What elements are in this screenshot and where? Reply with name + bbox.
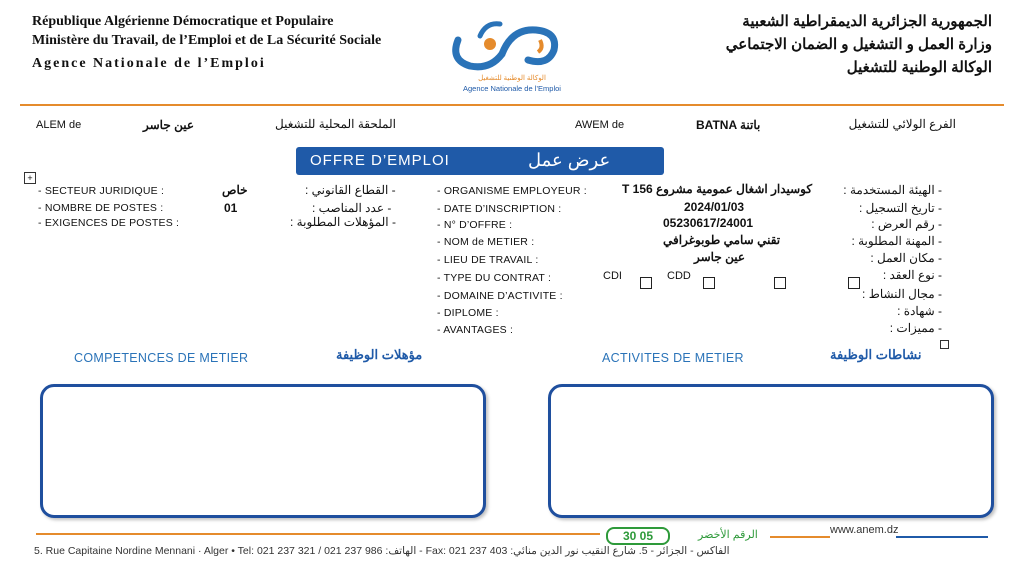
footer-address: 5. Rue Capitaine Nordine Mennani · Alger • Tel: 021 237 321 / 021 237 986 :الهاتف - Fax: 021 237 403 :الفاكس - الجزائر - 5. شارع النقيب نور الدين منائي: [34, 545, 730, 557]
field-offre-ar: - رقم العرض :: [871, 217, 942, 231]
field-secteur-label: - SECTEUR JURIDIQUE :: [38, 185, 165, 197]
contract-other2-checkbox[interactable]: [848, 277, 860, 289]
field-date-value: 2024/01/03: [684, 200, 745, 214]
field-date-label: - DATE D’INSCRIPTION :: [437, 203, 562, 215]
field-postes-value: 01: [224, 201, 238, 215]
field-organisme-value: كوسيدار اشغال عمومية مشروع T 156: [622, 182, 813, 196]
field-lieu-value: عين جاسر: [694, 250, 745, 264]
alem-label: ALEM de: [36, 119, 82, 131]
field-diplome-label: - DIPLOME :: [437, 307, 499, 319]
header-fr-line1: République Algérienne Démocratique et Populaire: [32, 14, 334, 29]
offer-title-ar: عرض عمل: [528, 150, 611, 170]
competences-title-ar: مؤهلات الوظيفة: [336, 347, 423, 362]
field-exigences-label: - EXIGENCES DE POSTES :: [38, 217, 180, 229]
anem-logo: [440, 10, 584, 100]
field-avantages-ar: - مميزات :: [889, 321, 942, 335]
expand-icon[interactable]: +: [24, 172, 36, 184]
field-organisme-ar: - الهيئة المستخدمة :: [843, 183, 942, 197]
logo-fr-text: Agence Nationale de l’Emploi: [463, 84, 561, 93]
header-fr-line2: Ministère du Travail, de l’Emploi et de La Sécurité Sociale: [32, 33, 382, 48]
field-avantages-label: - AVANTAGES :: [437, 324, 514, 336]
small-square-marker: [940, 340, 949, 349]
header-divider: [20, 104, 1004, 106]
field-offre-value: 05230617/24001: [663, 216, 754, 230]
logo-ar-text: الوكالة الوطنية للتشغيل: [478, 75, 546, 82]
field-secteur-value: خاص: [222, 183, 248, 197]
field-date-ar: - تاريخ التسجيل :: [859, 201, 942, 215]
footer-blue-line: [896, 536, 988, 538]
awem-ar-label: الفرع الولائي للتشغيل: [848, 117, 956, 131]
offer-title-fr: OFFRE D’EMPLOI: [310, 152, 450, 169]
website-link[interactable]: www.anem.dz: [830, 524, 899, 536]
awem-label: AWEM de: [575, 119, 625, 131]
field-contrat-label: - TYPE DU CONTRAT :: [437, 272, 552, 284]
footer-orange-line: [36, 533, 600, 535]
green-number-label: الرقم الأخضر: [698, 529, 758, 541]
contract-cdd-checkbox[interactable]: [703, 277, 715, 289]
anem-logo-icon: [440, 10, 584, 76]
contract-cdd-label: CDD: [667, 270, 691, 282]
activites-title-fr: ACTIVITES DE METIER: [602, 351, 744, 365]
header-ar-line3: الوكالة الوطنية للتشغيل: [846, 59, 992, 76]
field-metier-ar: - المهنة المطلوبة :: [851, 234, 942, 248]
field-metier-label: - NOM de METIER :: [437, 236, 535, 248]
field-lieu-label: - LIEU DE TRAVAIL :: [437, 254, 539, 266]
contract-cdi-checkbox[interactable]: [640, 277, 652, 289]
field-organisme-label: - ORGANISME EMPLOYEUR :: [437, 185, 587, 197]
field-postes-label: - NOMBRE DE POSTES :: [38, 202, 164, 214]
field-lieu-ar: - مكان العمل :: [870, 251, 942, 265]
field-secteur-ar: - القطاع القانوني :: [305, 183, 396, 197]
awem-value: BATNA باتنة: [696, 118, 761, 132]
field-postes-ar: - عدد المناصب :: [312, 201, 392, 215]
offer-title-box: [296, 147, 664, 175]
footer-orange-short: [770, 536, 830, 538]
alem-value: عين جاسر: [143, 118, 194, 132]
competences-box[interactable]: [40, 384, 486, 518]
alem-ar-label: الملحقة المحلية للتشغيل: [275, 117, 396, 131]
activites-box[interactable]: [548, 384, 994, 518]
field-metier-value: تقني سامي طوبوغرافي: [663, 233, 781, 247]
header-fr-line3: Agence Nationale de l’Emploi: [32, 56, 266, 71]
header-ar-line1: الجمهورية الجزائرية الديمقراطية الشعبية: [742, 13, 992, 30]
competences-title-fr: COMPETENCES DE METIER: [74, 351, 249, 365]
field-domaine-ar: - مجال النشاط :: [862, 287, 942, 301]
header-ar-line2: وزارة العمل و التشغيل و الضمان الاجتماعي: [725, 36, 992, 53]
activites-title-ar: نشاطات الوظيفة: [830, 347, 922, 362]
contract-cdi-label: CDI: [603, 270, 622, 282]
field-exigences-ar: - المؤهلات المطلوبة :: [290, 215, 396, 229]
green-number-badge: 30 05: [606, 527, 670, 545]
contract-other-checkbox[interactable]: [774, 277, 786, 289]
field-contrat-ar: - نوع العقد :: [882, 268, 942, 282]
field-domaine-label: - DOMAINE D’ACTIVITE :: [437, 290, 563, 302]
field-offre-label: - N° D’OFFRE :: [437, 219, 513, 231]
field-diplome-ar: - شهادة :: [897, 304, 942, 318]
